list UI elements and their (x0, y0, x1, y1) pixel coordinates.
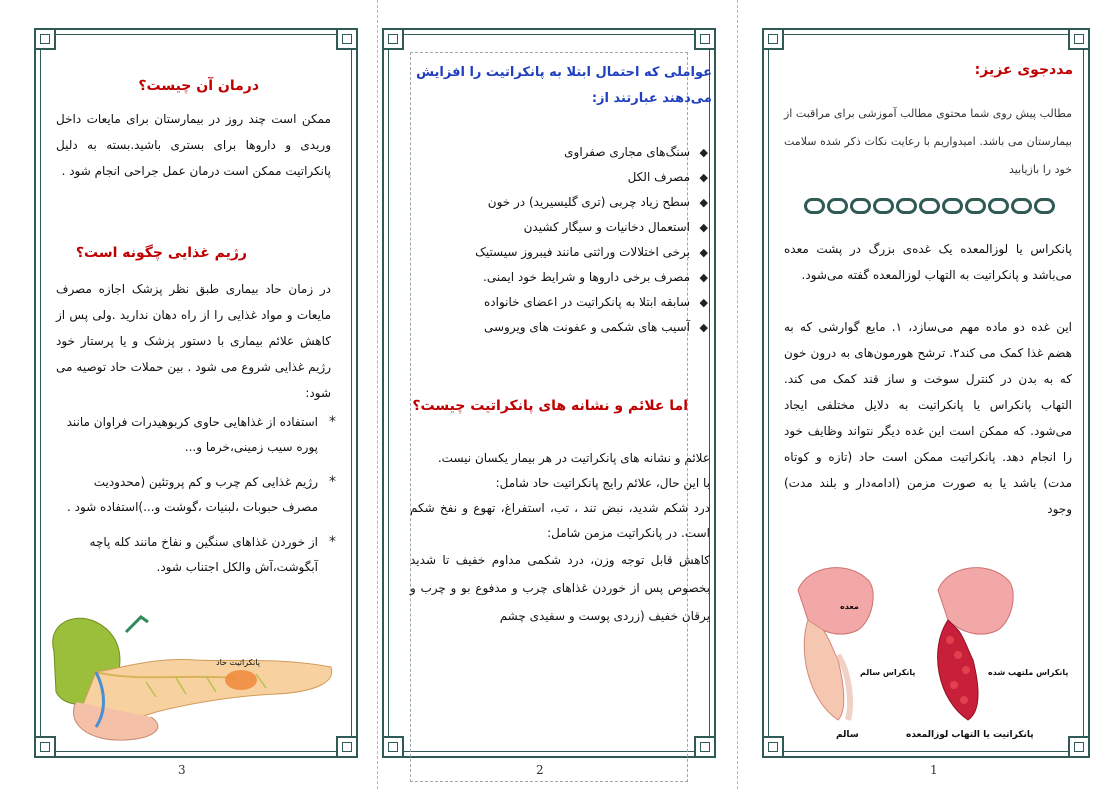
corner-ornament (694, 736, 716, 758)
corner-ornament (762, 736, 784, 758)
caption-healthy: سالم (836, 730, 859, 740)
list-item: ◆ مصرف الکل (438, 165, 708, 190)
list-item: * از خوردن غذاهای سنگین و نفاخ مانند کله پاچه آبگوشت،آش والکل اجتناب شود. (56, 530, 336, 580)
list-item: ◆ سابقه ابتلا به پانکراتیت در اعضای خانواده (438, 290, 708, 315)
corner-ornament (382, 28, 404, 50)
intro-paragraph-2: این غده دو ماده مهم می‌سازد، ۱. مایع گوارشی که به هضم غذا کمک می کند۲. ترشح هورمون‌های به درون خون که به بدن در کنترل سوخت و ساز قند کمک می کند. التهاب پانکراس یا پانکراتیت به دلایل مختلفی ایجاد می‌شود. که ممکن است این غده دیگر نتواند وظایف خود را انجام دهد. پانکراتیت ممکن است حاد (تازه و کوتاه مدت) باشد یا به صورت مزمن (ادامه‌دار و بلند مدت) وجود (784, 320, 1072, 516)
corner-ornament (1068, 736, 1090, 758)
risk-factors-heading: عواملی که احتمال ابتلا به پانکراتیت را افزایش می‌دهند عبارتند از: (416, 65, 712, 106)
corner-ornament (1068, 28, 1090, 50)
page-number: 3 (178, 763, 186, 777)
signs-line: با این حال، علائم رایج پانکراتیت حاد شامل: (495, 476, 710, 490)
pancreas-comparison-illustration (778, 560, 1078, 730)
label-stomach: معده (840, 602, 859, 611)
corner-ornament (694, 28, 716, 50)
decorative-border-icon (804, 198, 1055, 214)
risk-factors-list (438, 140, 708, 340)
signs-line: علائم و نشانه های پانکراتیت در هر بیمار یکسان نیست. (437, 451, 710, 465)
list-item: ◆ سنگ‌های مجاری صفراوی (438, 140, 708, 165)
page-3 (0, 0, 377, 789)
corner-ornament (762, 28, 784, 50)
signs-text (410, 446, 710, 630)
list-item: ◆ برخی اختلالات وراثتی مانند فیبروز سیستیک (438, 240, 708, 265)
corner-ornament (336, 736, 358, 758)
greeting-heading: مددجوی عزیز: (974, 62, 1073, 78)
treatment-text: ممکن است چند روز در بیمارستان برای مایعات داخل وریدی و داروها برای بستری باشید.بسته به دلیل پانکراتیت ممکن است درمان عمل جراحی انجام شود . (56, 112, 331, 178)
signs-line: درد شکم شدید، نبض تند ، تب، استفراغ، تهوع و نفخ شکم است. در پانکراتیت مزمن شامل: (410, 501, 710, 540)
list-item: ◆ مصرف برخی داروها و شرایط خود ایمنی. (438, 265, 708, 290)
diet-text: در زمان حاد بیماری طبق نظر پزشک اجازه مصرف مایعات و مواد غذایی را از راه دهان ندارید .ولی پس از کاهش علائم بیماری با دستور پزشک و یا پرستار خود رژیم غذایی شروع می شود . بین حملات حاد توصیه می شود: (56, 282, 331, 400)
list-item: ◆ آسیب های شکمی و عفونت های ویروسی (438, 315, 708, 340)
acute-pancreatitis-illustration (36, 612, 336, 750)
page-number: 1 (930, 763, 938, 777)
diet-list (56, 410, 336, 580)
signs-heading: اما علائم و نشانه های پانکراتیت چیست؟ (412, 398, 688, 414)
signs-line: کاهش قابل توجه وزن، درد شکمی مداوم خفیف تا شدید بخصوص پس از خوردن غذاهای چرب و مدفوع بو و چرب و یرقان خفیف (زردی پوست و سفیدی چشم (410, 553, 710, 623)
list-item: * رژیم غذایی کم چرب و کم پروتئین (محدودیت مصرف حبوبات ،لبنیات ،گوشت و...)استفاده شود . (56, 470, 336, 520)
intro-text: مطالب پیش روی شما محتوی مطالب آموزشی برای مراقبت از بیمارستان می باشد. امیدواریم با رعایت نکات ذکر شده سلامت خود را بازیابید (784, 107, 1072, 176)
intro-paragraph-1: پانکراس یا لوزالمعده یک غده‌ی بزرگ در پشت معده می‌باشد و پانکراتیت به التهاب لوزالمعده گفته می‌شود. (784, 242, 1072, 282)
label-inflamed-pancreas: پانکراس ملتهب شده (988, 668, 1069, 677)
caption-inflamed: پانکراتیت یا التهاب لوزالمعده (906, 730, 1034, 740)
illustration-label: پانکراتیت حاد (216, 658, 260, 667)
corner-ornament (382, 736, 404, 758)
corner-ornament (336, 28, 358, 50)
corner-ornament (34, 28, 56, 50)
page-1 (738, 0, 1113, 789)
label-healthy-pancreas: پانکراس سالم (860, 668, 916, 677)
list-item: ◆ استعمال دخانیات و سیگار کشیدن (438, 215, 708, 240)
page-2 (378, 0, 736, 789)
list-item: ◆ سطح زیاد چربی (تری گلیسیرید) در خون (438, 190, 708, 215)
page-number: 2 (536, 763, 544, 777)
list-item: * استفاده از غذاهایی حاوی کربوهیدرات فراوان مانند پوره سیب زمینی،خرما و... (56, 410, 336, 460)
treatment-heading: درمان آن چیست؟ (138, 78, 259, 94)
diet-heading: رژیم غذایی چگونه است؟ (75, 245, 247, 261)
